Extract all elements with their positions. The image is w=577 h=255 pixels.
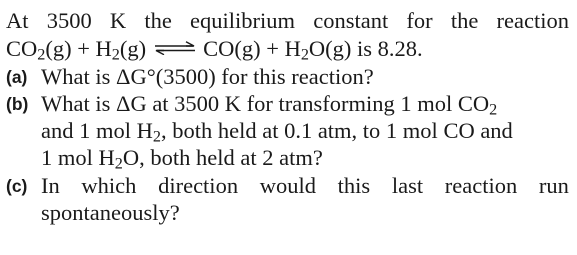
part-b-line-3-text-b: O, both held at 2 atm? — [122, 145, 323, 170]
part-b-line-2-text-b: , both held at 0.1 atm, to 1 mol CO and — [160, 118, 513, 143]
reactant-co2-subscript: 2 — [37, 45, 46, 64]
problem-page — [6, 0, 572, 255]
part-c-word: this — [337, 173, 371, 198]
product-co-h2: CO(g) + H — [203, 36, 301, 61]
part-b-line-2 — [41, 118, 513, 144]
part-c-word: last — [391, 173, 424, 198]
reactant-h2-subscript: 2 — [111, 45, 120, 64]
part-b-line-1 — [41, 91, 497, 117]
reaction-equation — [6, 36, 423, 62]
intro-line — [6, 8, 569, 34]
part-b-line-2-text-a: and 1 mol H — [41, 118, 153, 143]
product-h2o-rest: O(g) is 8.28. — [308, 36, 423, 61]
reactant-co2-state: (g) + H — [45, 36, 112, 61]
part-b-line-1-subscript: 2 — [489, 100, 498, 119]
part-b-line-2-subscript: 2 — [152, 127, 161, 146]
part-c-word: In — [41, 173, 60, 198]
part-c-label: (c) — [6, 176, 28, 196]
reactant-co2: CO — [6, 36, 38, 61]
part-c-word: direction — [158, 173, 239, 198]
part-b-line-3-subscript: 2 — [114, 154, 123, 173]
intro-text: At 3500 K the equilibrium constant for the reaction — [6, 8, 569, 33]
reactant-h2-state: (g) — [119, 36, 147, 61]
part-c-word: run — [538, 173, 569, 198]
product-h2o-subscript: 2 — [300, 45, 309, 64]
part-c-line-1 — [41, 173, 569, 199]
part-a-label: (a) — [6, 67, 28, 87]
part-c-word: would — [259, 173, 316, 198]
part-b-line-3 — [41, 145, 323, 171]
cut-off-previous-line — [6, 0, 572, 3]
part-b-line-3-text-a: 1 mol H — [41, 145, 115, 170]
part-b-label: (b) — [6, 94, 29, 114]
part-c-word: which — [81, 173, 137, 198]
part-c-word: reaction — [444, 173, 518, 198]
part-a-question: What is ΔG°(3500) for this reaction? — [41, 64, 374, 89]
part-c-line-2: spontaneously? — [41, 200, 180, 225]
part-b-line-1-text: What is ΔG at 3500 K for transforming 1 mol CO — [41, 91, 490, 116]
equilibrium-arrow-icon — [153, 41, 197, 55]
